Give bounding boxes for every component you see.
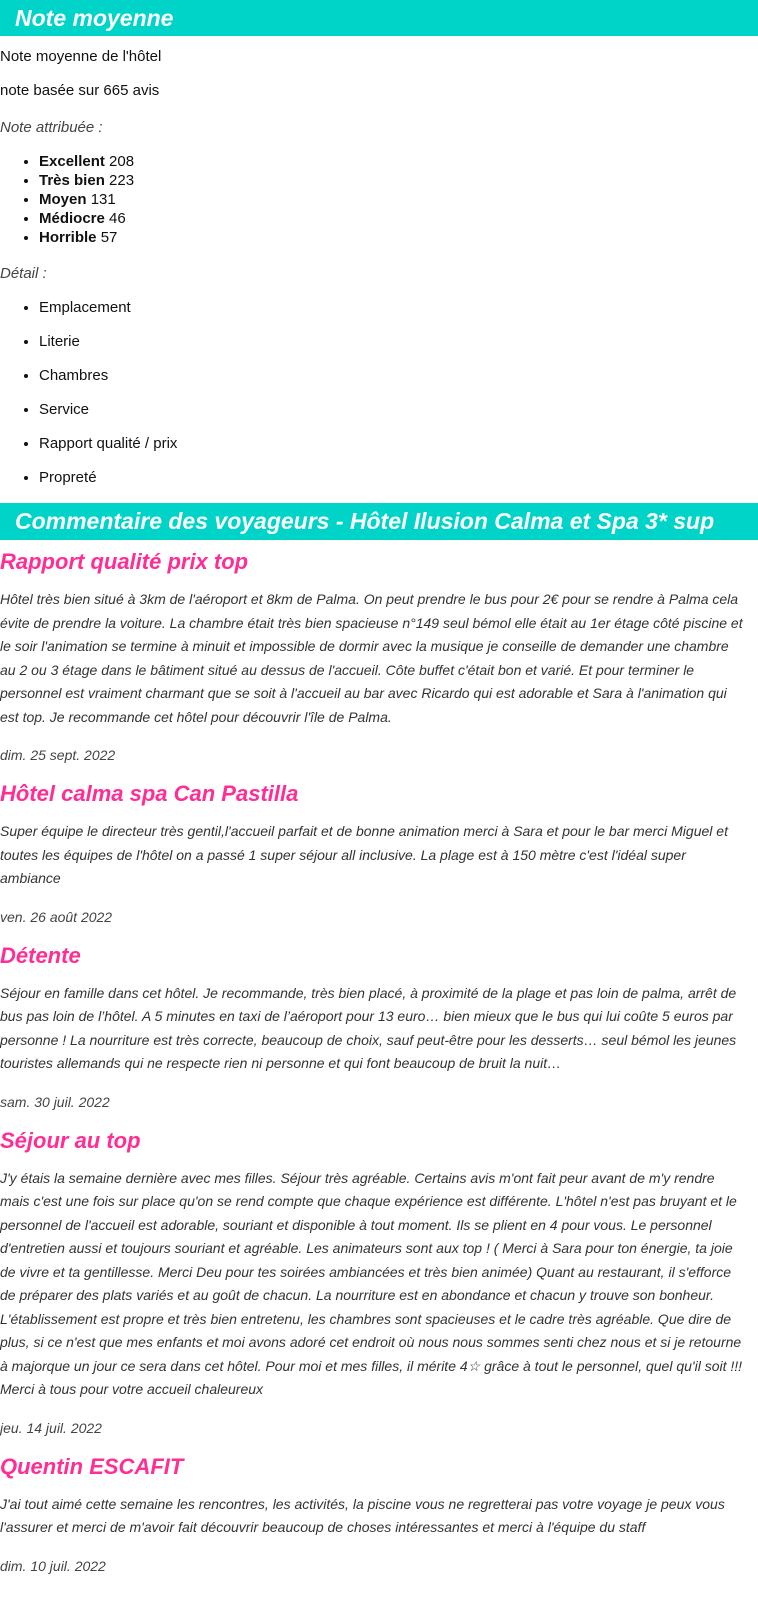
rating-count: 46: [109, 210, 126, 227]
rating-count: 131: [90, 191, 116, 208]
rating-item: [39, 152, 758, 171]
review: [0, 780, 758, 926]
rating-count: 208: [109, 153, 135, 170]
rating-label: Médiocre: [39, 210, 105, 227]
detail-item: • Rapport qualité / prix: [39, 435, 758, 453]
review-title: Hôtel calma spa Can Pastilla: [0, 781, 299, 806]
rating-label: Très bien: [39, 172, 105, 189]
detail-item: • Literie: [39, 333, 758, 351]
review: [0, 548, 758, 764]
rating-count: 223: [109, 172, 135, 189]
review-date: jeu. 14 juil. 2022: [0, 1419, 102, 1436]
review-text: Séjour en famille dans cet hôtel. Je recommande, très bien placé, à proximité de la plage et pas loin de palma, arrêt de bus pas loin de l’hôtel. A 5 minutes en taxi de l’aéroport pour 13 euro… bien mieux que le bus qui lui coûte 5 euros par personne ! La nourriture est très correcte, beaucoup de choix, sauf peut-être pour les desserts… seul bémol les jeunes touristes allemands qui ne respecte rien ni personne et qui font beaucoup de bruit la nuit…: [0, 984, 737, 1071]
ratings-label: Note attribuée :: [0, 119, 103, 136]
review: [0, 942, 758, 1111]
rating-count: 57: [100, 229, 118, 246]
review-date: dim. 10 juil. 2022: [0, 1557, 106, 1574]
review-title: Séjour au top: [0, 1127, 141, 1153]
average-label: Note moyenne de l'hôtel: [0, 48, 162, 65]
review-date: sam. 30 juil. 2022: [0, 1093, 110, 1110]
review-text: J'y étais la semaine dernière avec mes filles. Séjour très agréable. Certains avis m'ont fait peur avant de m'y rendre mais c'est une fois sur place qu'on se rend compte que chaque expérience est différente. L'hôtel n'est pas bruyant et le personnel de l'accueil est adorable, souriant et disponible à tout moment. Ils se plient en 4 pour vous. Le personnel d'entretien aussi et toujours souriant et agréable. Les animateurs sont aux top ! ( Merci à Sara pour ton énergie, ta joie de vivre et ta gentillesse. Merci Deu pour tes soirées ambiancées et très bien animée) Quant au restaurant, il s'efforce de préparer des plats variés et au goût de chacun. La nourriture est en abondance et chacun y trouve son bonheur. L'établissement est propre et très bien entretenu, les chambres sont spacieuses et le cadre très agréable. Que dire de plus, si ce n'est que mes enfants et moi avons adoré cet endroit où nous nous sommes senti chez nous et si je retourne à majorque un jour ce sera dans cet hôtel. Pour moi et mes filles, il mérite 4☆ grâce à tout le personnel, quel qu'il soit !!! Merci à tous pour votre accueil chaleureux: [0, 1169, 743, 1397]
ratings-list: [0, 152, 758, 247]
rating-label: Excellent: [39, 153, 105, 170]
review: [0, 1453, 758, 1575]
review: [0, 1127, 758, 1437]
review-title: Rapport qualité prix top: [0, 549, 249, 574]
detail-item: • Emplacement: [39, 299, 758, 317]
review-text: J'ai tout aimé cette semaine les rencontres, les activités, la piscine vous ne regretterai pas votre voyage je peux vous l'assurer et merci de m'avoir fait découvrir beaucoup de choses intéressantes et merci à l'équipe du staff: [0, 1495, 725, 1535]
rating-label: Horrible: [39, 229, 97, 246]
review-title: Détente: [0, 942, 81, 968]
rating-label: Moyen: [39, 191, 87, 208]
detail-item: • Service: [39, 401, 758, 419]
detail-item: • Chambres: [39, 367, 758, 385]
review-title: Quentin ESCAFIT: [0, 1453, 184, 1479]
review-list: [0, 548, 758, 1575]
rating-item: [39, 209, 758, 228]
review-count: note basée sur 665 avis: [0, 82, 160, 99]
rating-item: [39, 190, 758, 209]
details-list: [0, 299, 758, 487]
review-text: Super équipe le directeur très gentil,l'accueil parfait et de bonne animation merci à Sara et pour le bar merci Miguel et toutes les équipes de l'hôtel on a passé 1 super séjour all inclusive. La plage est à 150 mètre c'est l'idéal super ambiance: [0, 823, 728, 886]
section-heading-reviews: Commentaire des voyageurs - Hôtel Ilusion Calma et Spa 3* sup: [0, 503, 758, 540]
section-heading-average: Note moyenne: [0, 0, 758, 36]
review-text: Hôtel très bien situé à 3km de l'aéroport et 8km de Palma. On peut prendre le bus pour 2€ pour se rendre à Palma cela évite de prendre la voiture. La chambre était très bien spacieuse n°149 seul bémol elle était au 1er étage côté piscine et le soir l'animation se termine à minuit et impossible de dormir avec la musique je conseille de demander une chambre au 2 ou 3 étage dans le bâtiment situé au dessus de l'accueil. Côte buffet c'était bon et varié. Et pour terminer le personnel est vraiment charmant que se soit à l'accueil au bar avec Ricardo qui est adorable et Sara à l'animation qui est top. Je recommande cet hôtel pour découvrir l'île de Palma.: [0, 591, 743, 725]
review-date: ven. 26 août 2022: [0, 908, 113, 925]
review-date: dim. 25 sept. 2022: [0, 747, 116, 763]
details-label: Détail :: [0, 265, 47, 282]
rating-item: [39, 171, 758, 190]
detail-item: • Propreté: [39, 469, 758, 487]
rating-item: [39, 228, 758, 247]
